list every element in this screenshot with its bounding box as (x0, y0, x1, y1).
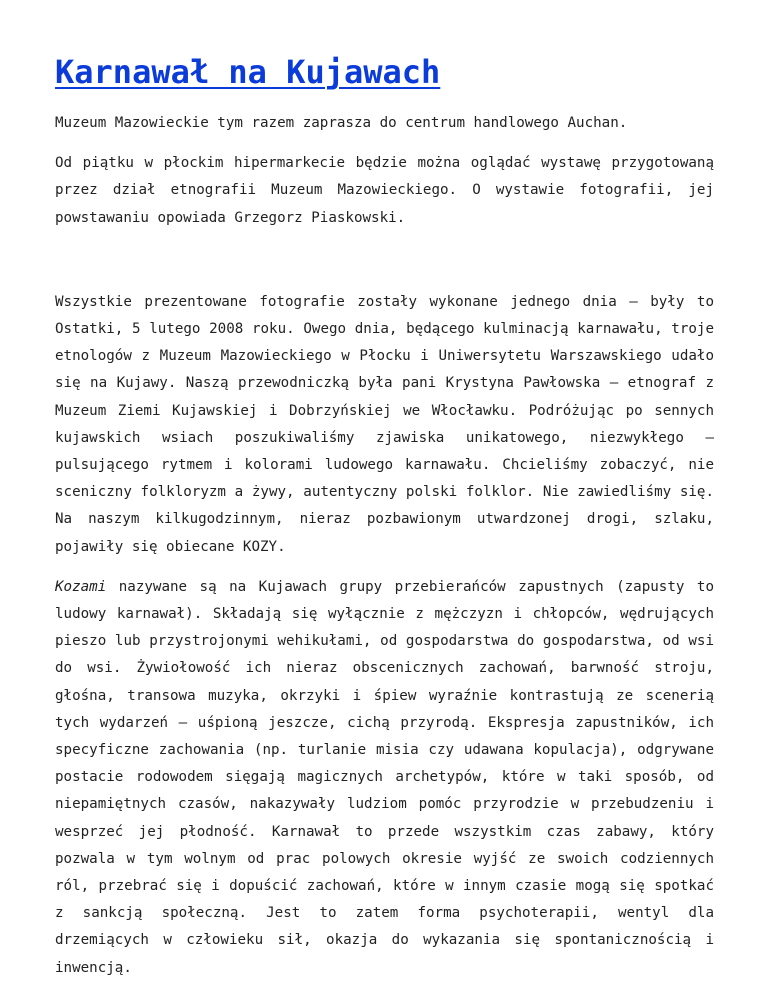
body-paragraph-1: Wszystkie prezentowane fotografie zostały wykonane jednego dnia – były to Ostatki, 5 lutego 2008 roku. Owego dnia, będącego kulminacją karnawału, troje etnologów z Muzeum Mazowieckiego w Płocku i Uniwersytetu Warszawskiego udało się na Kujawy. Naszą przewodniczką była pani Krystyna Pawłowska – etnograf z Muzeum Ziemi Kujawskiej i Dobrzyńskiej we Włocławku. Podróżując po sennych kujawskich wsiach poszukiwaliśmy zjawiska unikatowego, niezwykłego – pulsującego rytmem i kolorami ludowego karnawału. Chcieliśmy zobaczyć, nie sceniczny folkloryzm a żywy, autentyczny polski folklor. Nie zawiedliśmy się. Na naszym kilkugodzinnym, nieraz pozbawionym utwardzonej drogi, szlaku, pojawiły się obiecane KOZY. (55, 293, 714, 555)
article (55, 50, 714, 995)
article-title-link[interactable]: Karnawał na Kujawach (55, 53, 441, 91)
spacer (55, 245, 714, 289)
kozami-emphasis: Kozami (55, 578, 107, 595)
intro-paragraph: Od piątku w płockim hipermarkecie będzie można oglądać wystawę przygotowaną przez dział etnografii Muzeum Mazowieckiego. O wystawie fotografii, jej powstawaniu opowiada Grzegorz Piaskowski. (55, 155, 714, 226)
lead-paragraph: Muzeum Mazowieckie tym razem zaprasza do centrum handlowego Auchan. (55, 115, 628, 131)
body-paragraph-2-text: nazywane są na Kujawach grupy przebierańców zapustnych (zapusty to ludowy karnawał). Składają się wyłącznie z mężczyzn i chłopców, wędrujących pieszo lub przystrojonymi wehikułami, od gospodarstwa do gospodarstwa, od wsi do wsi. Żywiołowość ich nieraz obscenicznych zachowań, barwność stroju, głośna, transowa muzyka, okrzyki i śpiew wyraźnie kontrastują ze scenerią tych wydarzeń – uśpioną jeszcze, cichą przyrodą. Ekspresja zapustników, ich specyficzne zachowania (np. turlanie misia czy udawana kopulacja), odgrywane postacie rodowodem sięgają magicznych archetypów, które w taki sposób, od niepamiętnych czasów, nakazywały ludziom pomóc przyrodzie w przebudzeniu i wesprzeć jej płodność. Karnawał to przede wszystkim czas zabawy, który pozwala w tym wolnym od prac polowych okresie wyjść ze swoich codziennych ról, przebrać się i dopuścić zachowań, które w innym czasie mogą się spotkać z sankcją społeczną. Jest to zatem forma psychoterapii, wentyl dla drzemiących w człowieku sił, okazja do wykazania się spontanicznością i inwencją. (55, 578, 714, 976)
body-paragraph-2 (55, 574, 714, 982)
